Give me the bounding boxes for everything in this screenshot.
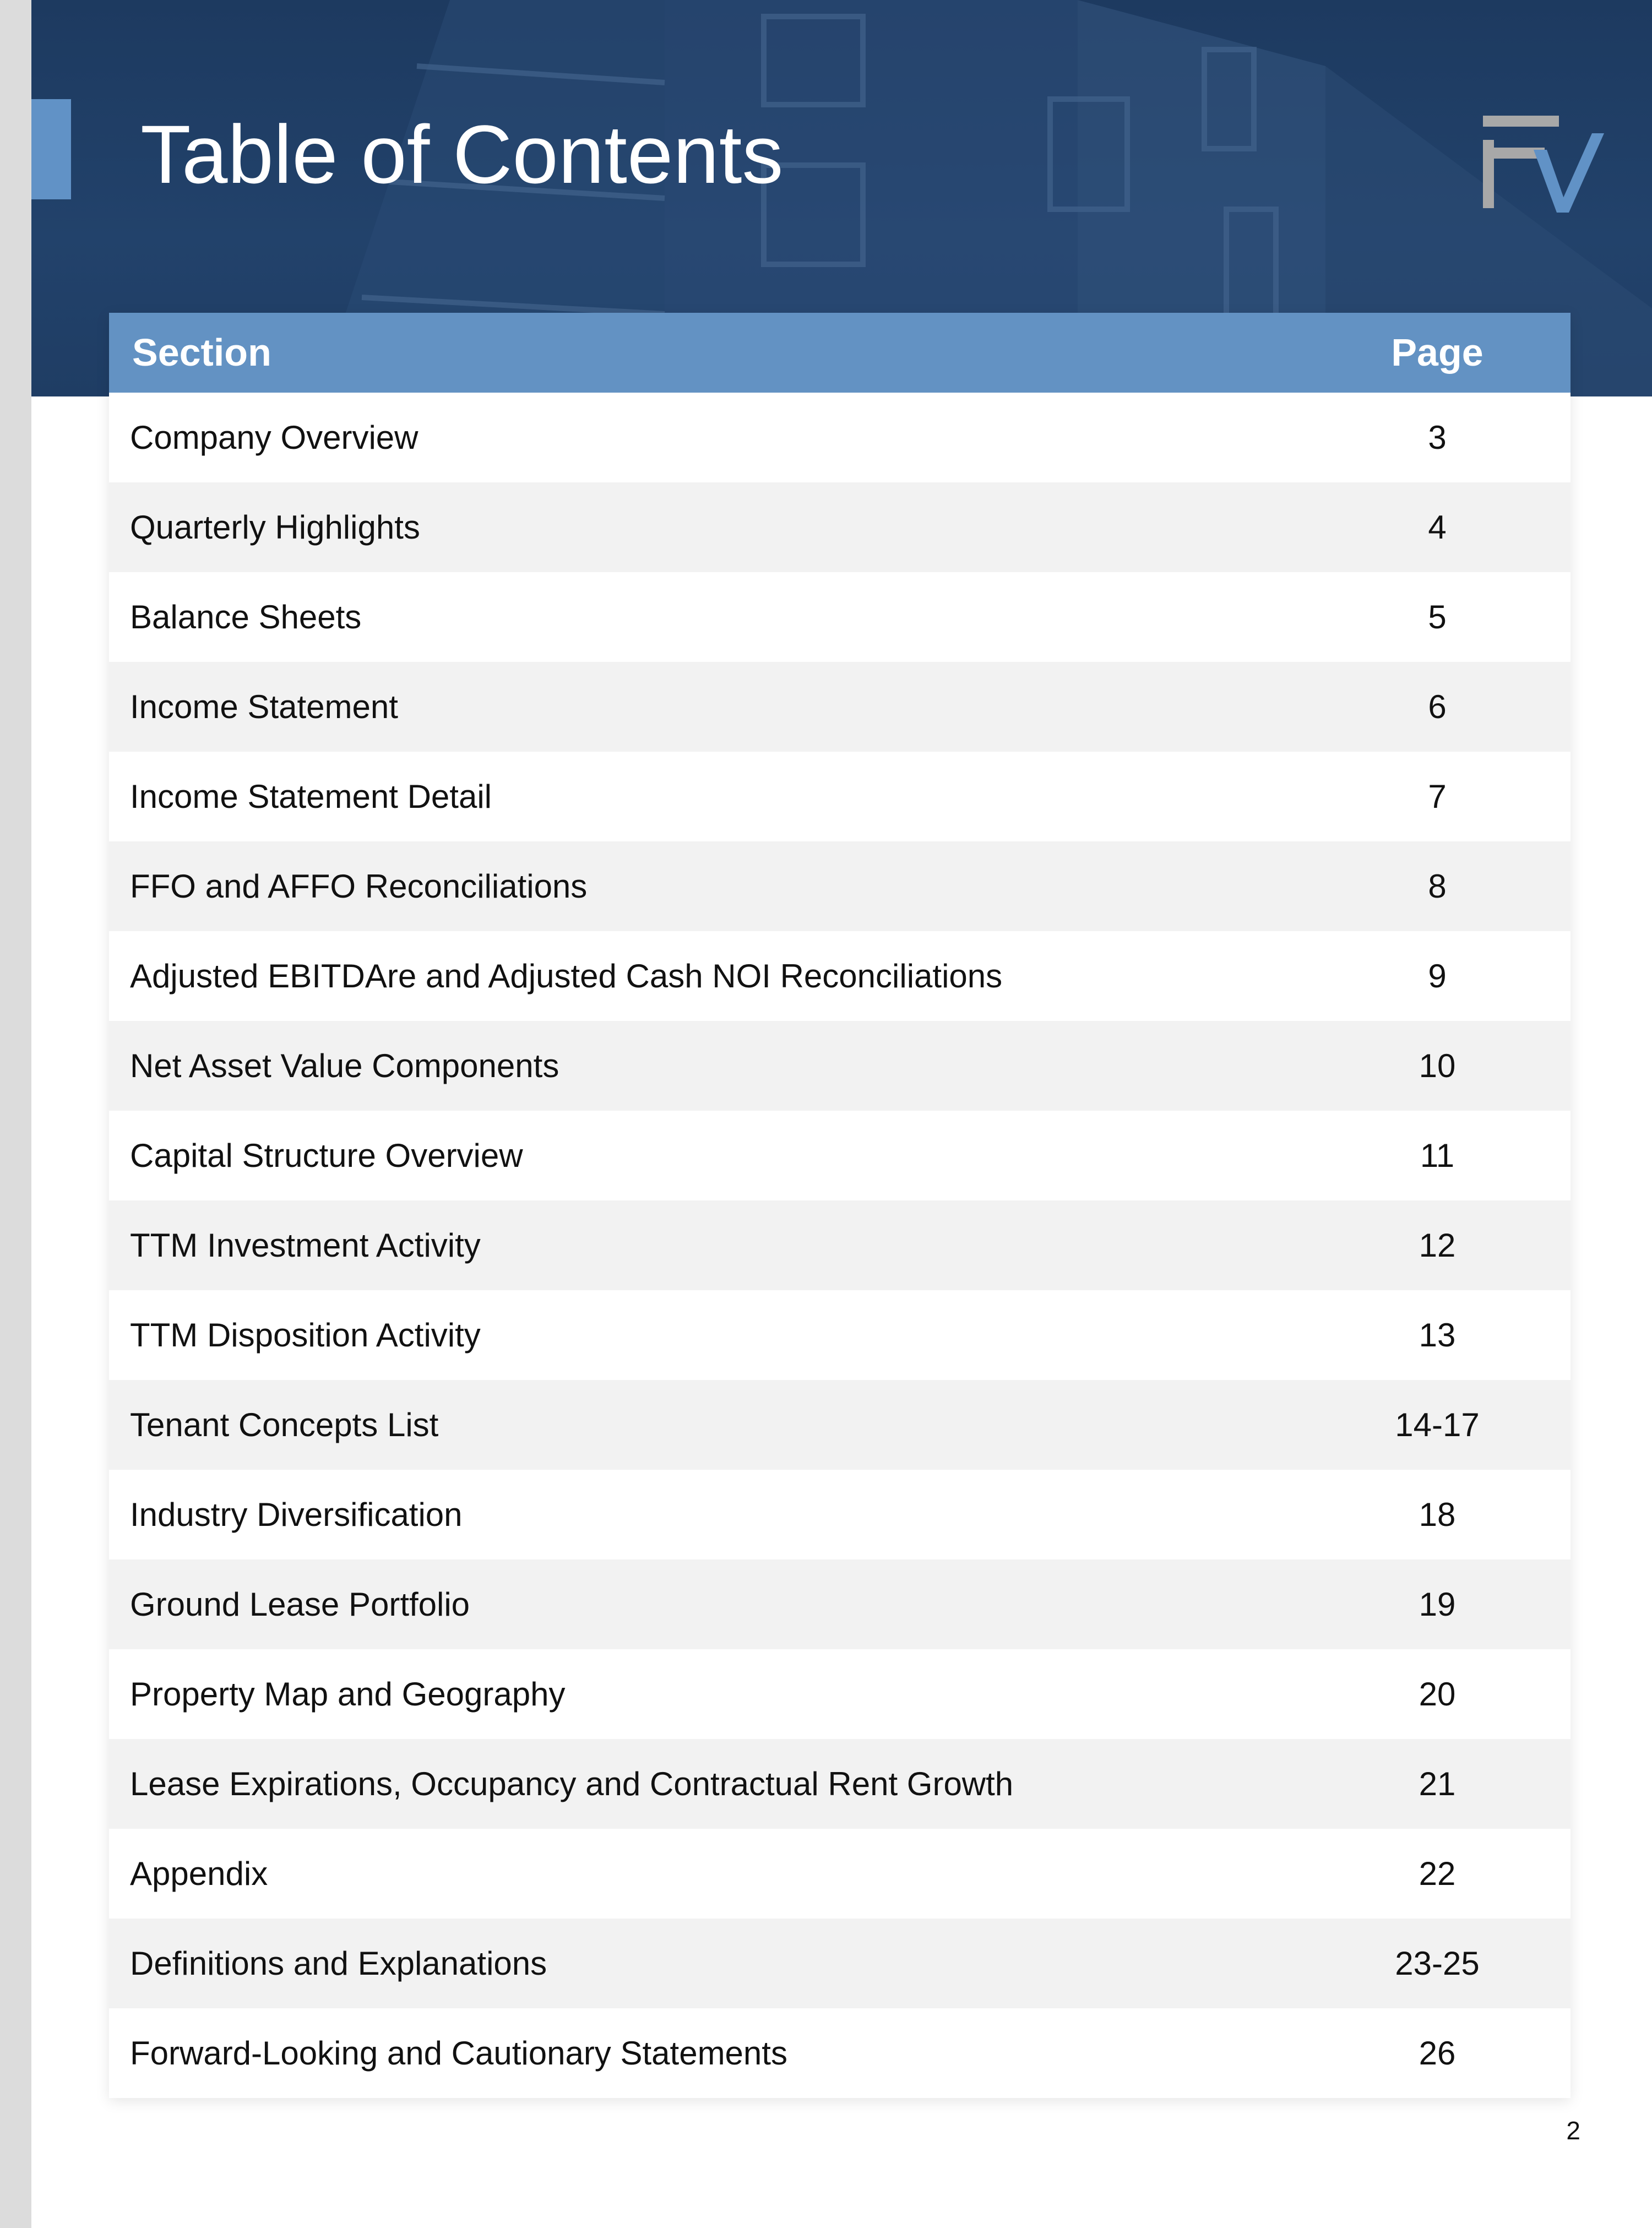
toc-page-number: 18	[1419, 1496, 1456, 1533]
toc-section-label: Balance Sheets	[130, 599, 362, 635]
toc-section-label: FFO and AFFO Reconciliations	[130, 868, 588, 905]
toc-section-label: Net Asset Value Components	[130, 1047, 559, 1084]
toc-section-label: Industry Diversification	[130, 1496, 463, 1533]
toc-row-balance-sheets[interactable]	[109, 572, 1571, 662]
toc-page-number: 11	[1420, 1137, 1455, 1174]
toc-section-label: Capital Structure Overview	[130, 1137, 523, 1174]
toc-section-label: Company Overview	[130, 419, 419, 456]
toc-section-label: Definitions and Explanations	[130, 1945, 547, 1982]
toc-body	[109, 393, 1571, 2098]
toc-page-number: 4	[1428, 509, 1447, 546]
toc-page-number: 7	[1428, 778, 1447, 815]
toc-page-number: 26	[1419, 2035, 1456, 2072]
toc-row-ttm-investment[interactable]	[109, 1200, 1571, 1290]
toc-row-definitions[interactable]	[109, 1919, 1571, 2008]
toc-page-number: 22	[1419, 1855, 1456, 1892]
toc-header-row	[109, 313, 1571, 393]
toc-row-forward-looking[interactable]	[109, 2008, 1571, 2098]
toc-page-number: 8	[1428, 868, 1447, 905]
toc-section-label: Property Map and Geography	[130, 1676, 566, 1713]
toc-page-number: 6	[1428, 688, 1447, 725]
toc-section-label: TTM Disposition Activity	[130, 1317, 481, 1354]
toc-page-number: 12	[1419, 1227, 1456, 1264]
toc-page-number: 21	[1419, 1765, 1456, 1802]
toc-page-number: 9	[1428, 958, 1447, 995]
toc-section-label: Tenant Concepts List	[130, 1406, 439, 1443]
page-number: 2	[1566, 2116, 1580, 2145]
toc-section-label: TTM Investment Activity	[130, 1227, 481, 1264]
toc-page-number: 5	[1428, 599, 1447, 635]
toc-page-number: 14-17	[1395, 1406, 1480, 1443]
toc-page-number: 10	[1419, 1047, 1456, 1084]
toc-section-label: Lease Expirations, Occupancy and Contractual Rent Growth	[130, 1765, 1014, 1802]
toc-row-appendix[interactable]	[109, 1829, 1571, 1919]
toc-page-number: 3	[1428, 419, 1447, 456]
toc-section-label: Ground Lease Portfolio	[130, 1586, 470, 1623]
toc-row-capital-structure[interactable]	[109, 1111, 1571, 1200]
toc-row-income-statement[interactable]	[109, 662, 1571, 752]
toc-table	[109, 313, 1571, 2098]
toc-section-label: Appendix	[130, 1855, 268, 1892]
toc-page-number: 19	[1419, 1586, 1456, 1623]
toc-row-ttm-disposition[interactable]	[109, 1290, 1571, 1380]
toc-section-label: Income Statement Detail	[130, 778, 492, 815]
toc-row-ebitdare-cash-noi[interactable]	[109, 931, 1571, 1021]
toc-row-company-overview[interactable]	[109, 393, 1571, 482]
toc-row-lease-expirations[interactable]	[109, 1739, 1571, 1829]
toc-row-net-asset-value[interactable]	[109, 1021, 1571, 1111]
accent-tab	[31, 99, 71, 199]
toc-row-quarterly-highlights[interactable]	[109, 482, 1571, 572]
toc-page-number: 23-25	[1395, 1945, 1480, 1982]
toc-row-industry-diversification[interactable]	[109, 1470, 1571, 1559]
toc-row-ffo-affo[interactable]	[109, 841, 1571, 931]
toc-row-ground-lease[interactable]	[109, 1559, 1571, 1649]
left-margin-strip	[0, 0, 31, 2228]
toc-page-number: 20	[1419, 1676, 1456, 1713]
toc-page-number: 13	[1419, 1317, 1456, 1354]
toc-section-label: Quarterly Highlights	[130, 509, 420, 546]
page-title: Table of Contents	[140, 108, 784, 200]
toc-section-label: Adjusted EBITDAre and Adjusted Cash NOI Reconciliations	[130, 958, 1003, 995]
toc-section-label: Forward-Looking and Cautionary Statements	[130, 2035, 787, 2072]
toc-section-label: Income Statement	[130, 688, 398, 725]
column-header-section: Section	[132, 331, 271, 374]
toc-row-property-map[interactable]	[109, 1649, 1571, 1739]
toc-row-tenant-concepts[interactable]	[109, 1380, 1571, 1470]
fv-logo-icon	[1480, 110, 1606, 237]
toc-row-income-statement-detail[interactable]	[109, 752, 1571, 841]
column-header-page: Page	[1391, 331, 1483, 374]
